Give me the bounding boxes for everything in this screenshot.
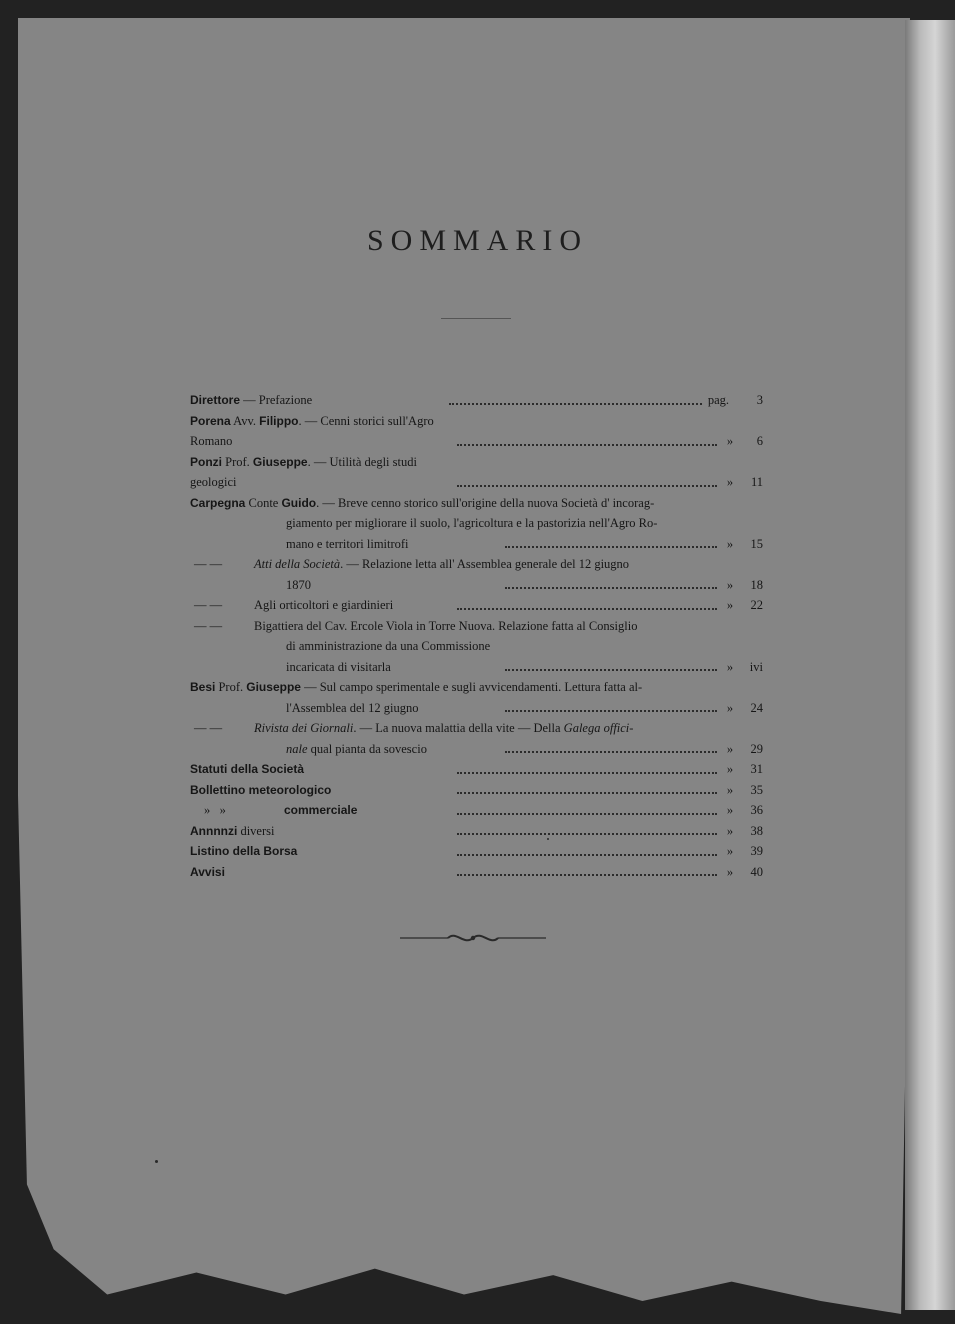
ornament-flourish-icon <box>398 928 548 948</box>
dot-leader <box>505 669 718 671</box>
page-number: 40 <box>750 864 763 879</box>
toc-entry: Besi Prof. Giuseppe — Sul campo sperimentale e sugli avvicendamenti. Lettura fatta al- l'Assemblea del 12 giugno » 24 <box>190 677 763 718</box>
page-number: 36 <box>750 803 763 817</box>
page-number: ivi <box>749 659 763 674</box>
dot-leader <box>457 485 718 487</box>
table-of-contents <box>190 390 763 882</box>
title-rule <box>441 318 511 319</box>
page-number: 15 <box>750 536 763 551</box>
toc-entry: Direttore — Prefazione pag. 3 <box>190 390 763 411</box>
page-title: SOMMARIO <box>366 224 589 257</box>
dot-leader <box>457 608 718 610</box>
dot-leader <box>457 444 718 446</box>
page-number: 18 <box>750 577 763 592</box>
page-edge <box>905 20 955 1310</box>
dot-leader <box>457 792 718 794</box>
scan-speck <box>547 838 549 840</box>
toc-entry: Statuti della Società » 31 <box>190 759 763 780</box>
page-number: 38 <box>750 823 763 838</box>
toc-entry: Carpegna Conte Guido. — Breve cenno storico sull'origine della nuova Società d' incorag- giamento per migliorare il suolo, l'agricoltura e la pastorizia nell'Agro Ro- mano e territori limitrofi » 15 <box>190 493 763 555</box>
scan-speck <box>155 1160 158 1163</box>
page-number: 6 <box>756 434 763 448</box>
dot-leader <box>457 772 718 774</box>
dot-leader <box>457 854 718 856</box>
toc-entry: Annnnzi diversi » 38 <box>190 821 763 842</box>
page-number: 35 <box>750 782 763 797</box>
toc-entry: Ponzi Prof. Giuseppe. — Utilità degli studi geologici » 11 <box>190 452 763 493</box>
toc-entry: Listino della Borsa » 39 <box>190 841 763 862</box>
dot-leader <box>505 546 718 548</box>
toc-entry: — — Rivista dei Giornali. — La nuova malattia della vite — Della Galega offici- nale qual pianta da sovescio » 29 <box>190 718 763 759</box>
dot-leader <box>449 403 702 405</box>
toc-entry: — — Agli orticoltori e giardinieri » 22 <box>190 595 763 616</box>
page-number: 31 <box>750 762 763 776</box>
toc-entry: Avvisi » 40 <box>190 862 763 883</box>
page-number: 11 <box>750 475 763 489</box>
page-number: 24 <box>750 700 763 715</box>
toc-entry: Bollettino meteorologico » 35 <box>190 780 763 801</box>
page-number: 39 <box>750 844 763 858</box>
dot-leader <box>505 751 718 753</box>
toc-entry: — — Bigattiera del Cav. Ercole Viola in Torre Nuova. Relazione fatta al Consiglio di amministrazione da una Commissione incaricata di visitarla » ivi <box>190 616 763 678</box>
page-number: 3 <box>756 393 763 407</box>
page-number: 22 <box>750 598 763 612</box>
dot-leader <box>457 813 718 815</box>
toc-entry: — — Atti della Società. — Relazione letta all' Assemblea generale del 12 giugno 1870 » 18 <box>190 554 763 595</box>
page-number: 29 <box>750 741 763 756</box>
dot-leader <box>505 710 718 712</box>
toc-entry: Porena Avv. Filippo. — Cenni storici sull'Agro Romano » 6 <box>190 411 763 452</box>
dot-leader <box>505 587 718 589</box>
dot-leader <box>457 874 718 876</box>
toc-entry: » » commerciale » 36 <box>190 800 763 821</box>
dot-leader <box>457 833 718 835</box>
